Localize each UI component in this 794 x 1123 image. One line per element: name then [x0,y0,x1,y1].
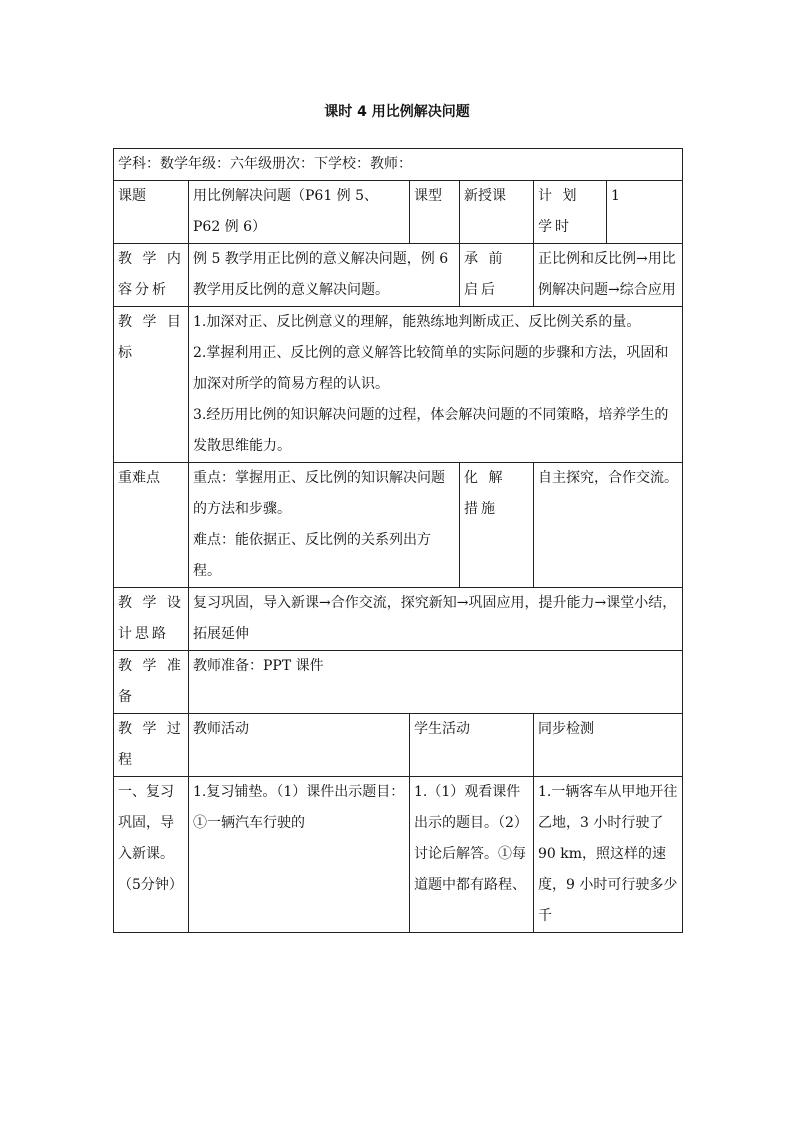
sync-check-header: 同步检测 [534,714,683,777]
process-header-row [114,714,683,777]
process-label: 教 学 过程 [114,714,189,777]
preparation-label: 教 学 准备 [114,651,189,714]
design-value: 复习巩固，导入新课→合作交流，探究新知→巩固应用，提升能力→课堂小结，拓展延伸 [189,588,683,651]
lesson-type-value: 新授课 [460,181,534,244]
stage-1-teacher: 1.复习铺垫。（1）课件出示题目：①一辆汽车行驶的 [189,777,410,933]
topic-label: 课题 [114,181,189,244]
content-analysis-value: 例 5 教学用正比例的意义解决问题，例 6 教学用反比例的意义解决问题。 [189,244,460,307]
page-title: 课时 4 用比例解决问题 [324,104,470,120]
planned-hours-label: 计 划 学时 [534,181,607,244]
preparation-row [114,651,683,714]
goal-item: 3.经历用比例的知识解决问题的过程，体会解决问题的不同策略，培养学生的发散思维能力。 [193,407,669,454]
goal-item: 2.掌握利用正、反比例的意义解答比较简单的实际问题的步骤和方法，巩固和加深对所学的简易方程的认识。 [193,345,669,392]
planned-hours-value: 1 [607,181,683,244]
info-row [114,149,683,181]
key-points-row [114,463,683,588]
goal-item: 1.加深对正、反比例意义的理解，能熟练地判断成正、反比例关系的量。 [193,314,641,330]
measures-value: 自主探究，合作交流。 [534,463,683,588]
connection-value: 正比例和反比例→用比例解决问题→综合应用 [534,244,683,307]
content-analysis-row [114,244,683,307]
stage-1-student: 1.（1）观看课件出示的题目。（2）讨论后解答。①每道题中都有路程、 [410,777,534,933]
design-row [114,588,683,651]
goals-list [189,307,683,463]
key-point: 重点：掌握用正、反比例的知识解决问题的方法和步骤。 [193,470,445,517]
stage-1-check: 1.一辆客车从甲地开往乙地，3 小时行驶了 90 km，照这样的速度，9 小时可行驶多少千 [534,777,683,933]
stage-1-label: 一、复习巩固，导入新课。（5分钟） [114,777,189,933]
teacher-activity-header: 教师活动 [189,714,410,777]
difficulty-point: 难点：能依据正、反比例的关系列出方程。 [193,532,431,579]
goals-label: 教 学 目标 [114,307,189,463]
content-analysis-label: 教 学 内容分析 [114,244,189,307]
lesson-type-label: 课型 [410,181,460,244]
topic-value: 用比例解决问题（P61 例 5、P62 例 6） [189,181,410,244]
measures-label: 化 解 措施 [460,463,534,588]
student-activity-header: 学生活动 [410,714,534,777]
key-points-label: 重难点 [114,463,189,588]
topic-row [114,181,683,244]
info-cell: 学科：数学年级：六年级册次：下学校：教师： [114,149,683,181]
key-points-value [189,463,460,588]
stage-1-row [114,777,683,933]
design-label: 教 学 设计思路 [114,588,189,651]
lesson-plan-table [113,148,683,933]
preparation-value: 教师准备：PPT 课件 [189,651,683,714]
goals-row [114,307,683,463]
connection-label: 承 前 启后 [460,244,534,307]
